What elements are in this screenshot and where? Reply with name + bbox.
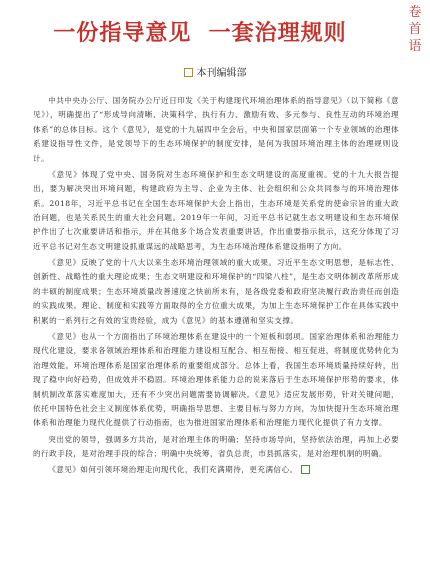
end-mark-icon (301, 465, 310, 474)
paragraph: 《意见》体现了党中央、国务院对生态环境保护和生态文明建设的高度重视。党的十九大报告提出，要为解决突出环境问题，构建政府为主导、企业为主体、社会组织和公众共同参与的环境治理体系。2018年，习近平总书记在全国生态环境保护大会上指出，生态环境是关系党的使命宗旨的重大政治问题，也是关系民生的重大社会问题。2019年一年间，习近平总书记就生态文明建设和生态环境保护作出了七次重要讲话和指示，并在其他多个场合发表重要讲话，作出重要指示批示，这充分体现了习近平总书记对生态文明建设抓重谋远的战略思考，为生态环境治理体系建设指明了方向。 (33, 169, 399, 251)
section-label-char: 卷 (408, 5, 422, 20)
paragraph: 中共中央办公厅、国务院办公厅近日印发《关于构建现代环境治理体系的指导意见》（以下简称《意见》），明确提出了“形成导向清晰、决策科学、执行有力、激励有效、多元参与、良性互动的环境治理体系”的总体目标。这个《意见》，是党的十九届四中全会后，中央和国家层面第一个专业领域的治理体系建设指导性文件，是党领导下的生态环境保护的制度安排，是何为我国环境治理主体的治理规则设计。 (33, 96, 399, 163)
byline (0, 64, 430, 79)
paragraph: 突出党的领导，强调多方共治，是对治理主体的明确；坚持市场导向，坚持依法治理，再加上必要的行政手段，是对治理手段的综合；明确中央统筹，省负总责，市县抓落实，是对治理机制的明确。 (33, 434, 399, 458)
article-body (33, 94, 399, 479)
closing-paragraph (33, 463, 399, 477)
paragraph: 《意见》也从一个方面指出了环境治理体系在建设中的一个短板和弱项。国家治理体系和治理能力现代化建设，要求各领域治理体系和治理能力建设相互配合、相互衔接、相互促进，将制度优势转化为治理效能。环境治理体系是国家治理体系的重要组成部分。总体上看，我国生态环境质量持续好转，出现了稳中向好趋势，但成效并不稳固。环境治理体系能力总的说来落后于生态环境保护形势的要求，体制机制改革落实难度加大，还有不少突出问题需要协调解决。《意见》适应发展形势，针对关键问题，依托中国特色社会主义制度体系优势，明确指导思想、主要目标与努力方向，为加快提升生态环境治理体系和治理能力现代化提供了行动指南，也为推进国家治理体系和治理能力现代化提供了有力支撑。 (33, 331, 399, 428)
section-label-char: 首 (408, 22, 422, 37)
byline-square-icon (184, 68, 193, 77)
section-label-vertical (406, 4, 424, 55)
section-label-char: 语 (408, 39, 422, 54)
paragraph: 《意见》反映了党的十八大以来生态环境治理领域的重大成果。习近平生态文明思想，是标志性、创新性、战略性的重大理论成果；生态文明建设和环境保护的“四梁八柱”，是生态文明体制改革所形成的丰硕的制度成果；生态环境质量改善速度之快前所未有，是各级党委和政府坚决履行政治责任而创造的实践成果。理论、制度和实践等方面取得的全方位重大成果，为加上生态环境保护工作在具体实践中积累的一系列行之有效的宝贵经验，成为《意见》的基本遵循和坚实支撑。 (33, 258, 399, 325)
closing-text: 《意见》如何引领环境治理走向现代化，我们充满期待，更充满信心。 (48, 465, 298, 475)
article-title: 一份指导意见 一套治理规则 (53, 20, 347, 46)
byline-text: 本刊编辑部 (196, 68, 247, 79)
